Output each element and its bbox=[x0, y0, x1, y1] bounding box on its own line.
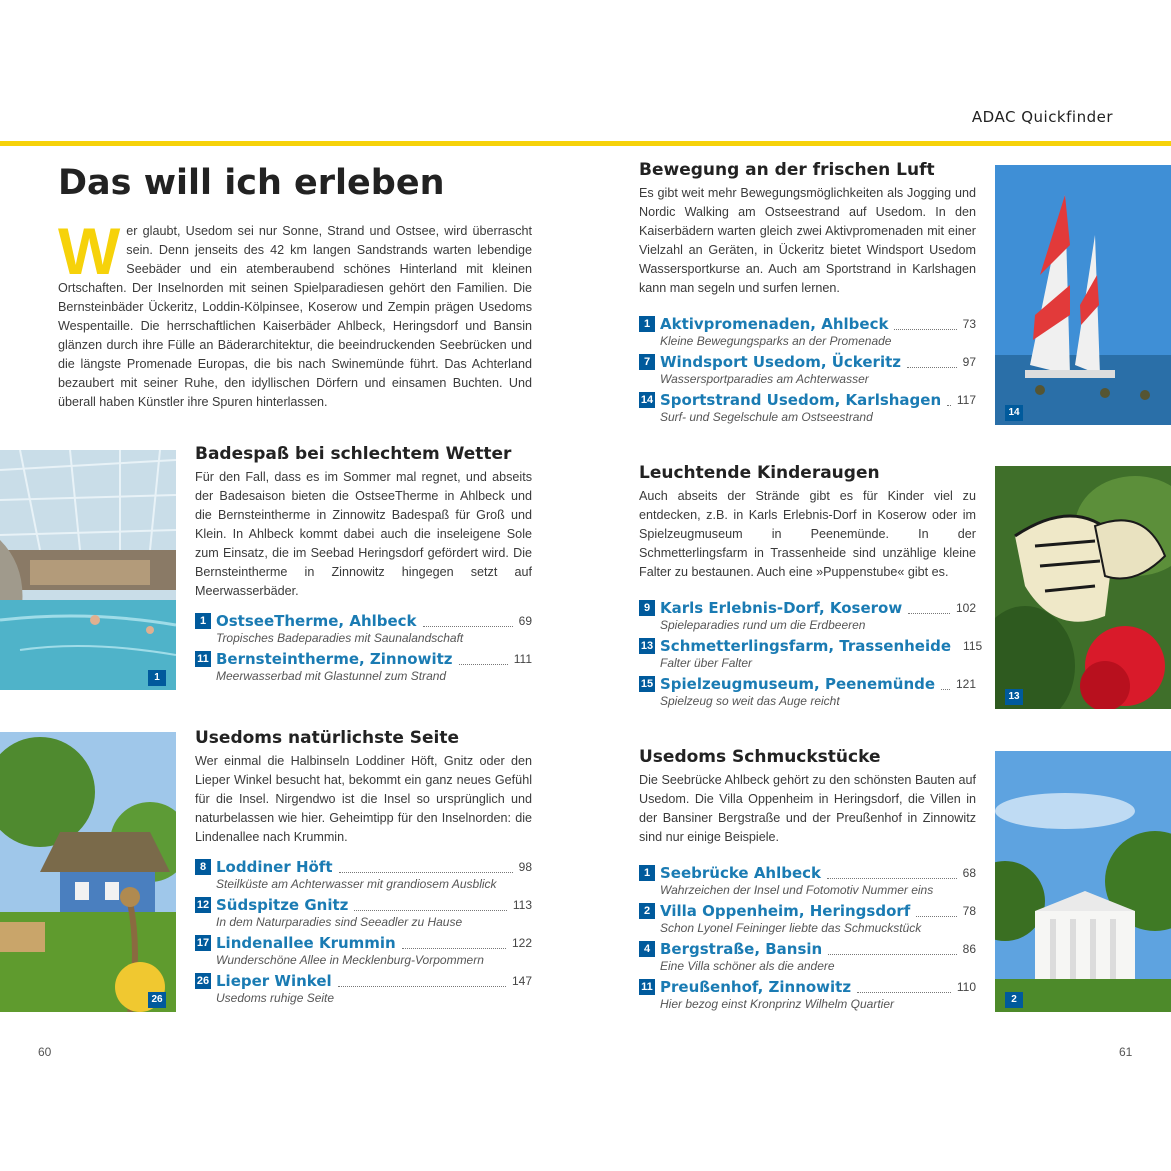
page-reference: 147 bbox=[511, 974, 532, 988]
entry-number-badge: 11 bbox=[195, 651, 211, 667]
section-title: Badespaß bei schlechtem Wetter bbox=[195, 444, 512, 464]
entry-link[interactable]: Aktivpromenaden, Ahlbeck bbox=[660, 315, 889, 333]
list-item[interactable] bbox=[195, 971, 532, 1009]
entry-subtitle: Wassersportparadies am Achterwasser bbox=[660, 372, 869, 386]
entry-link[interactable]: Lindenallee Krummin bbox=[216, 934, 396, 952]
section-badespass bbox=[195, 444, 532, 687]
header-label: ADAC Quickfinder bbox=[971, 108, 1113, 126]
entry-number-badge: 11 bbox=[639, 979, 655, 995]
entry-number-badge: 4 bbox=[639, 941, 655, 957]
intro-text: er glaubt, Usedom sei nur Sonne, Strand und Ostsee, wird überrascht sein. Denn jenseits des 42 km langen Sandstrands warten lebendige Seebäder und ein atemberaubend schönes Hinterland mit kleinen Ortschaften. Der Inselnorden mit seinen Spielparadiesen gehört den Familien. Die Bernsteinbäder Ückeritz, Loddin-Kölpinsee, Koserow und Zempin prägen Usedoms Wespentaille. Die herrschaftlichen Kaiserbäder Ahlbeck, Heringsdorf und Bansin glänzen durch ihre Fülle an Bäderarchitektur, die beeindruckenden Seebrücken und die längste Promenade Europas, die bis nach Swinemünde führt. Das Achterland bezaubert mit seiner Ruhe, den idyllischen Dörfern und einsamen Buchten. Und überall haben Künstler ihre Spuren hinterlassen. bbox=[58, 224, 532, 409]
entry-subtitle: Kleine Bewegungsparks an der Promenade bbox=[660, 334, 892, 348]
leader-dots bbox=[338, 976, 506, 987]
entry-link[interactable]: Spielzeugmuseum, Peenemünde bbox=[660, 675, 936, 693]
entry-link[interactable]: Bergstraße, Bansin bbox=[660, 940, 823, 958]
entry-link[interactable]: Sportstrand Usedom, Karlshagen bbox=[660, 391, 942, 409]
entry-link[interactable]: Schmetterlingsfarm, Trassenheide bbox=[660, 637, 952, 655]
list-item[interactable] bbox=[195, 649, 532, 687]
photo-badge: 13 bbox=[1005, 689, 1023, 705]
list-item[interactable] bbox=[639, 674, 976, 712]
entry-subtitle: Wahrzeichen der Insel und Fotomotiv Nummer eins bbox=[660, 883, 934, 897]
entry-number-badge: 7 bbox=[639, 354, 655, 370]
list-item[interactable] bbox=[639, 636, 983, 674]
photo-badge: 26 bbox=[148, 992, 166, 1008]
list-item[interactable] bbox=[639, 352, 976, 390]
header-accent-bar bbox=[0, 141, 1171, 146]
entry-subtitle: Spieleparadies rund um die Erdbeeren bbox=[660, 618, 866, 632]
entry-number-badge: 17 bbox=[196, 937, 210, 949]
page-reference: 113 bbox=[512, 898, 532, 912]
page-reference: 102 bbox=[955, 601, 976, 615]
section-text: Auch abseits der Strände gibt es für Kinder viel zu entdecken, z.B. in Karls Erlebnis-Dorf in Koserow oder im Spielzeugmuseum in Peenemünde. In der Schmetterlingsfarm in Trassenheide sind unzählige kleine Falter zu bestaunen. Auch eine »Puppenstube« gibt es. bbox=[639, 489, 976, 579]
section-text: Es gibt weit mehr Bewegungsmöglichkeiten als Jogging und Nordic Walking am Ostseestrand auf Usedom. In den Kaiserbädern warten gleich zwei Aktivpromenaden mit einer Vielzahl an Geräten, in Ückeritz bietet Windsport Usedom Wassersportkurse an. Auch am Sportstrand in Karlshagen kann man segeln und surfen lernen. bbox=[639, 186, 976, 295]
section-natuerlich bbox=[195, 728, 532, 1009]
list-item[interactable] bbox=[195, 857, 532, 895]
page-reference: 86 bbox=[962, 942, 976, 956]
page-reference: 68 bbox=[962, 866, 976, 880]
page-reference: 117 bbox=[956, 393, 976, 407]
entry-number-badge: 13 bbox=[640, 640, 654, 652]
section-bewegung bbox=[639, 160, 976, 428]
intro-paragraph bbox=[58, 214, 532, 412]
entry-subtitle: Surf- und Segelschule am Ostseestrand bbox=[660, 410, 873, 424]
section-title: Leuchtende Kinderaugen bbox=[639, 463, 880, 483]
leader-dots bbox=[423, 616, 513, 627]
photo-sportstrand bbox=[995, 165, 1171, 425]
list-item[interactable] bbox=[639, 939, 976, 977]
entry-number-badge: 12 bbox=[196, 899, 210, 911]
leader-dots bbox=[894, 319, 956, 330]
page-reference: 122 bbox=[511, 936, 532, 950]
entry-number-badge: 9 bbox=[639, 600, 655, 616]
entry-link[interactable]: Loddiner Höft bbox=[216, 858, 333, 876]
leader-dots bbox=[402, 938, 506, 949]
page-reference: 98 bbox=[518, 860, 532, 874]
leader-dots bbox=[907, 357, 957, 368]
section-text: Wer einmal die Halbinseln Loddiner Höft, Gnitz oder den Lieper Winkel besucht hat, bekommt ein ganz neues Gefühl für die Insel. Nirgendwo ist die Insel so ursprünglich und naturbelassen wie hier. Geheimtipp für den Inselnorden: die Lindenallee nach Krummin. bbox=[195, 754, 532, 844]
entry-number-badge: 1 bbox=[195, 613, 211, 629]
entry-number-badge: 15 bbox=[640, 678, 654, 690]
leader-dots bbox=[941, 679, 950, 690]
photo-lieper-winkel bbox=[0, 732, 176, 1012]
photo-badge: 1 bbox=[148, 670, 166, 686]
entry-link[interactable]: Windsport Usedom, Ückeritz bbox=[660, 353, 901, 371]
entry-number-badge: 8 bbox=[195, 859, 211, 875]
entry-list bbox=[195, 611, 532, 687]
list-item[interactable] bbox=[639, 598, 976, 636]
list-item[interactable] bbox=[639, 863, 976, 901]
entry-subtitle: Meerwasserbad mit Glastunnel zum Strand bbox=[216, 669, 447, 683]
entry-link[interactable]: OstseeTherme, Ahlbeck bbox=[216, 612, 417, 630]
leader-dots bbox=[459, 654, 508, 665]
section-text: Für den Fall, dass es im Sommer mal regnet, und abseits der Badesaison bieten die OstseeTherme in Ahlbeck und die Bernsteintherme in Zinnowitz Badespaß für Groß und Klein. In Ahlbeck kommt dabei auch die inseleigene Sole zum Einsatz, die im Seebad Heringsdorf gefördert wird. Die Bernsteintherme in Zinnowitz hingegen setzt auf Meerwasserbäder. bbox=[195, 470, 532, 598]
section-schmuck bbox=[639, 747, 976, 1015]
page-reference: 69 bbox=[518, 614, 532, 628]
list-item[interactable] bbox=[195, 611, 532, 649]
entry-link[interactable]: Villa Oppenheim, Heringsdorf bbox=[660, 902, 911, 920]
entry-number-badge: 26 bbox=[196, 975, 210, 987]
entry-number-badge: 2 bbox=[639, 903, 655, 919]
entry-link[interactable]: Karls Erlebnis-Dorf, Koserow bbox=[660, 599, 903, 617]
leader-dots bbox=[916, 906, 956, 917]
entry-number-badge: 1 bbox=[639, 865, 655, 881]
leader-dots bbox=[857, 982, 951, 993]
page-reference: 115 bbox=[963, 639, 983, 653]
photo-villa-oppenheim bbox=[995, 751, 1171, 1012]
entry-list bbox=[195, 857, 532, 1009]
entry-link[interactable]: Südspitze Gnitz bbox=[216, 896, 349, 914]
entry-subtitle: Hier bezog einst Kronprinz Wilhelm Quartier bbox=[660, 997, 894, 1011]
list-item[interactable] bbox=[639, 977, 976, 1015]
section-text: Die Seebrücke Ahlbeck gehört zu den schönsten Bauten auf Usedom. Die Villa Oppenheim in Heringsdorf, die Villen in der Bansiner Bergstraße und der Preußenhof in Zinnowitz sind nur einige Beispiele. bbox=[639, 773, 976, 844]
leader-dots bbox=[908, 603, 950, 614]
entry-subtitle: Eine Villa schöner als die andere bbox=[660, 959, 835, 973]
page-title: Das will ich erleben bbox=[58, 163, 445, 203]
entry-list bbox=[639, 598, 983, 712]
entry-link[interactable]: Preußenhof, Zinnowitz bbox=[660, 978, 852, 996]
leader-dots bbox=[947, 395, 951, 406]
leader-dots bbox=[354, 900, 507, 911]
list-item[interactable] bbox=[639, 901, 976, 939]
entry-subtitle: Tropisches Badeparadies mit Saunalandschaft bbox=[216, 631, 464, 645]
list-item[interactable] bbox=[639, 314, 976, 352]
page-reference: 121 bbox=[955, 677, 976, 691]
entry-subtitle: Wunderschöne Allee in Mecklenburg-Vorpommern bbox=[216, 953, 484, 967]
photo-schmetterlingsfarm bbox=[995, 466, 1171, 709]
entry-link[interactable]: Lieper Winkel bbox=[216, 972, 332, 990]
entry-subtitle: Schon Lyonel Feininger liebte das Schmuckstück bbox=[660, 921, 922, 935]
intro-dropcap: W bbox=[58, 214, 121, 288]
entry-subtitle: Steilküste am Achterwasser mit grandiosem Ausblick bbox=[216, 877, 497, 891]
entry-link[interactable]: Bernsteintherme, Zinnowitz bbox=[216, 650, 453, 668]
entry-number-badge: 1 bbox=[639, 316, 655, 332]
entry-number-badge: 14 bbox=[640, 394, 654, 406]
leader-dots bbox=[827, 868, 957, 879]
page-reference: 78 bbox=[962, 904, 976, 918]
page-number-left: 60 bbox=[38, 1045, 52, 1059]
page-reference: 111 bbox=[513, 652, 532, 666]
page-number-right: 61 bbox=[1119, 1045, 1133, 1059]
leader-dots bbox=[339, 862, 513, 873]
entry-list bbox=[639, 863, 976, 1015]
entry-subtitle: Spielzeug so weit das Auge reicht bbox=[660, 694, 840, 708]
page-reference: 73 bbox=[962, 317, 976, 331]
entry-subtitle: Usedoms ruhige Seite bbox=[216, 991, 335, 1005]
section-title: Usedoms Schmuckstücke bbox=[639, 747, 881, 767]
section-kinder bbox=[639, 463, 983, 712]
entry-link[interactable]: Seebrücke Ahlbeck bbox=[660, 864, 822, 882]
list-item[interactable] bbox=[195, 895, 532, 933]
page-reference: 97 bbox=[962, 355, 976, 369]
entry-subtitle: Falter über Falter bbox=[660, 656, 753, 670]
entry-list bbox=[639, 314, 976, 428]
section-title: Bewegung an der frischen Luft bbox=[639, 160, 935, 180]
page-reference: 110 bbox=[956, 980, 976, 994]
photo-badge: 14 bbox=[1005, 405, 1023, 421]
list-item[interactable] bbox=[639, 390, 976, 428]
section-title: Usedoms natürlichste Seite bbox=[195, 728, 460, 748]
photo-badge: 2 bbox=[1005, 992, 1023, 1008]
photo-ostseetherme bbox=[0, 450, 176, 690]
list-item[interactable] bbox=[195, 933, 532, 971]
leader-dots bbox=[828, 944, 956, 955]
entry-subtitle: In dem Naturparadies sind Seeadler zu Hause bbox=[216, 915, 463, 929]
